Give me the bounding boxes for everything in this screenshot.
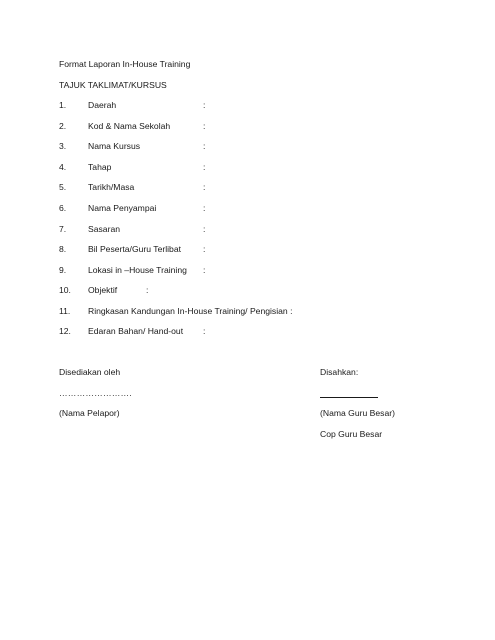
form-field-row: [0, 162, 495, 173]
field-colon: :: [203, 121, 206, 131]
form-field-row: [0, 141, 495, 152]
field-label: Ringkasan Kandungan In-House Training/ Pengisian :: [88, 306, 293, 316]
form-field-row: [0, 306, 495, 317]
prepared-by-label: Disediakan oleh: [59, 367, 121, 377]
reporter-signature-line: …………………….: [59, 388, 132, 398]
reporter-name-label: (Nama Pelapor): [59, 408, 120, 418]
field-number: 4.: [59, 162, 67, 172]
field-colon: :: [203, 203, 206, 213]
field-label: Daerah: [88, 100, 117, 110]
field-label: Sasaran: [88, 224, 121, 234]
head-stamp-label: Cop Guru Besar: [320, 429, 383, 439]
form-field-row: [0, 285, 495, 296]
field-number: 11.: [59, 306, 71, 316]
field-label: Edaran Bahan/ Hand-out: [88, 326, 184, 336]
field-label: Tarikh/Masa: [88, 182, 135, 192]
course-heading: TAJUK TAKLIMAT/KURSUS: [59, 80, 167, 90]
field-number: 6.: [59, 203, 67, 213]
field-colon: :: [203, 182, 206, 192]
form-field-row: [0, 326, 495, 337]
field-number: 5.: [59, 182, 67, 192]
document-title: Format Laporan In-House Training: [59, 59, 191, 69]
field-number: 1.: [59, 100, 67, 110]
approved-by-label: Disahkan:: [320, 367, 359, 377]
field-number: 3.: [59, 141, 67, 151]
form-field-row: [0, 203, 495, 214]
field-colon: :: [203, 244, 206, 254]
field-colon: :: [203, 265, 206, 275]
form-field-row: [0, 121, 495, 132]
form-field-row: [0, 100, 495, 111]
form-field-row: [0, 244, 495, 255]
field-label: Kod & Nama Sekolah: [88, 121, 171, 131]
form-field-row: [0, 182, 495, 193]
head-name-label: (Nama Guru Besar): [320, 408, 395, 418]
field-colon: :: [203, 224, 206, 234]
field-colon: :: [146, 285, 149, 295]
field-number: 10.: [59, 285, 71, 295]
head-signature-line: [320, 397, 378, 398]
field-colon: :: [203, 141, 206, 151]
field-number: 2.: [59, 121, 67, 131]
field-number: 9.: [59, 265, 67, 275]
field-colon: :: [203, 326, 206, 336]
field-number: 8.: [59, 244, 67, 254]
field-label: Bil Peserta/Guru Terlibat: [88, 244, 181, 254]
field-number: 7.: [59, 224, 67, 234]
field-label: Nama Kursus: [88, 141, 141, 151]
field-colon: :: [203, 100, 206, 110]
field-number: 12.: [59, 326, 71, 336]
field-label: Tahap: [88, 162, 112, 172]
field-label: Nama Penyampai: [88, 203, 157, 213]
form-field-row: [0, 265, 495, 276]
field-label: Lokasi in –House Training: [88, 265, 187, 275]
field-colon: :: [203, 162, 206, 172]
form-field-row: [0, 224, 495, 235]
field-label: Objektif: [88, 285, 118, 295]
